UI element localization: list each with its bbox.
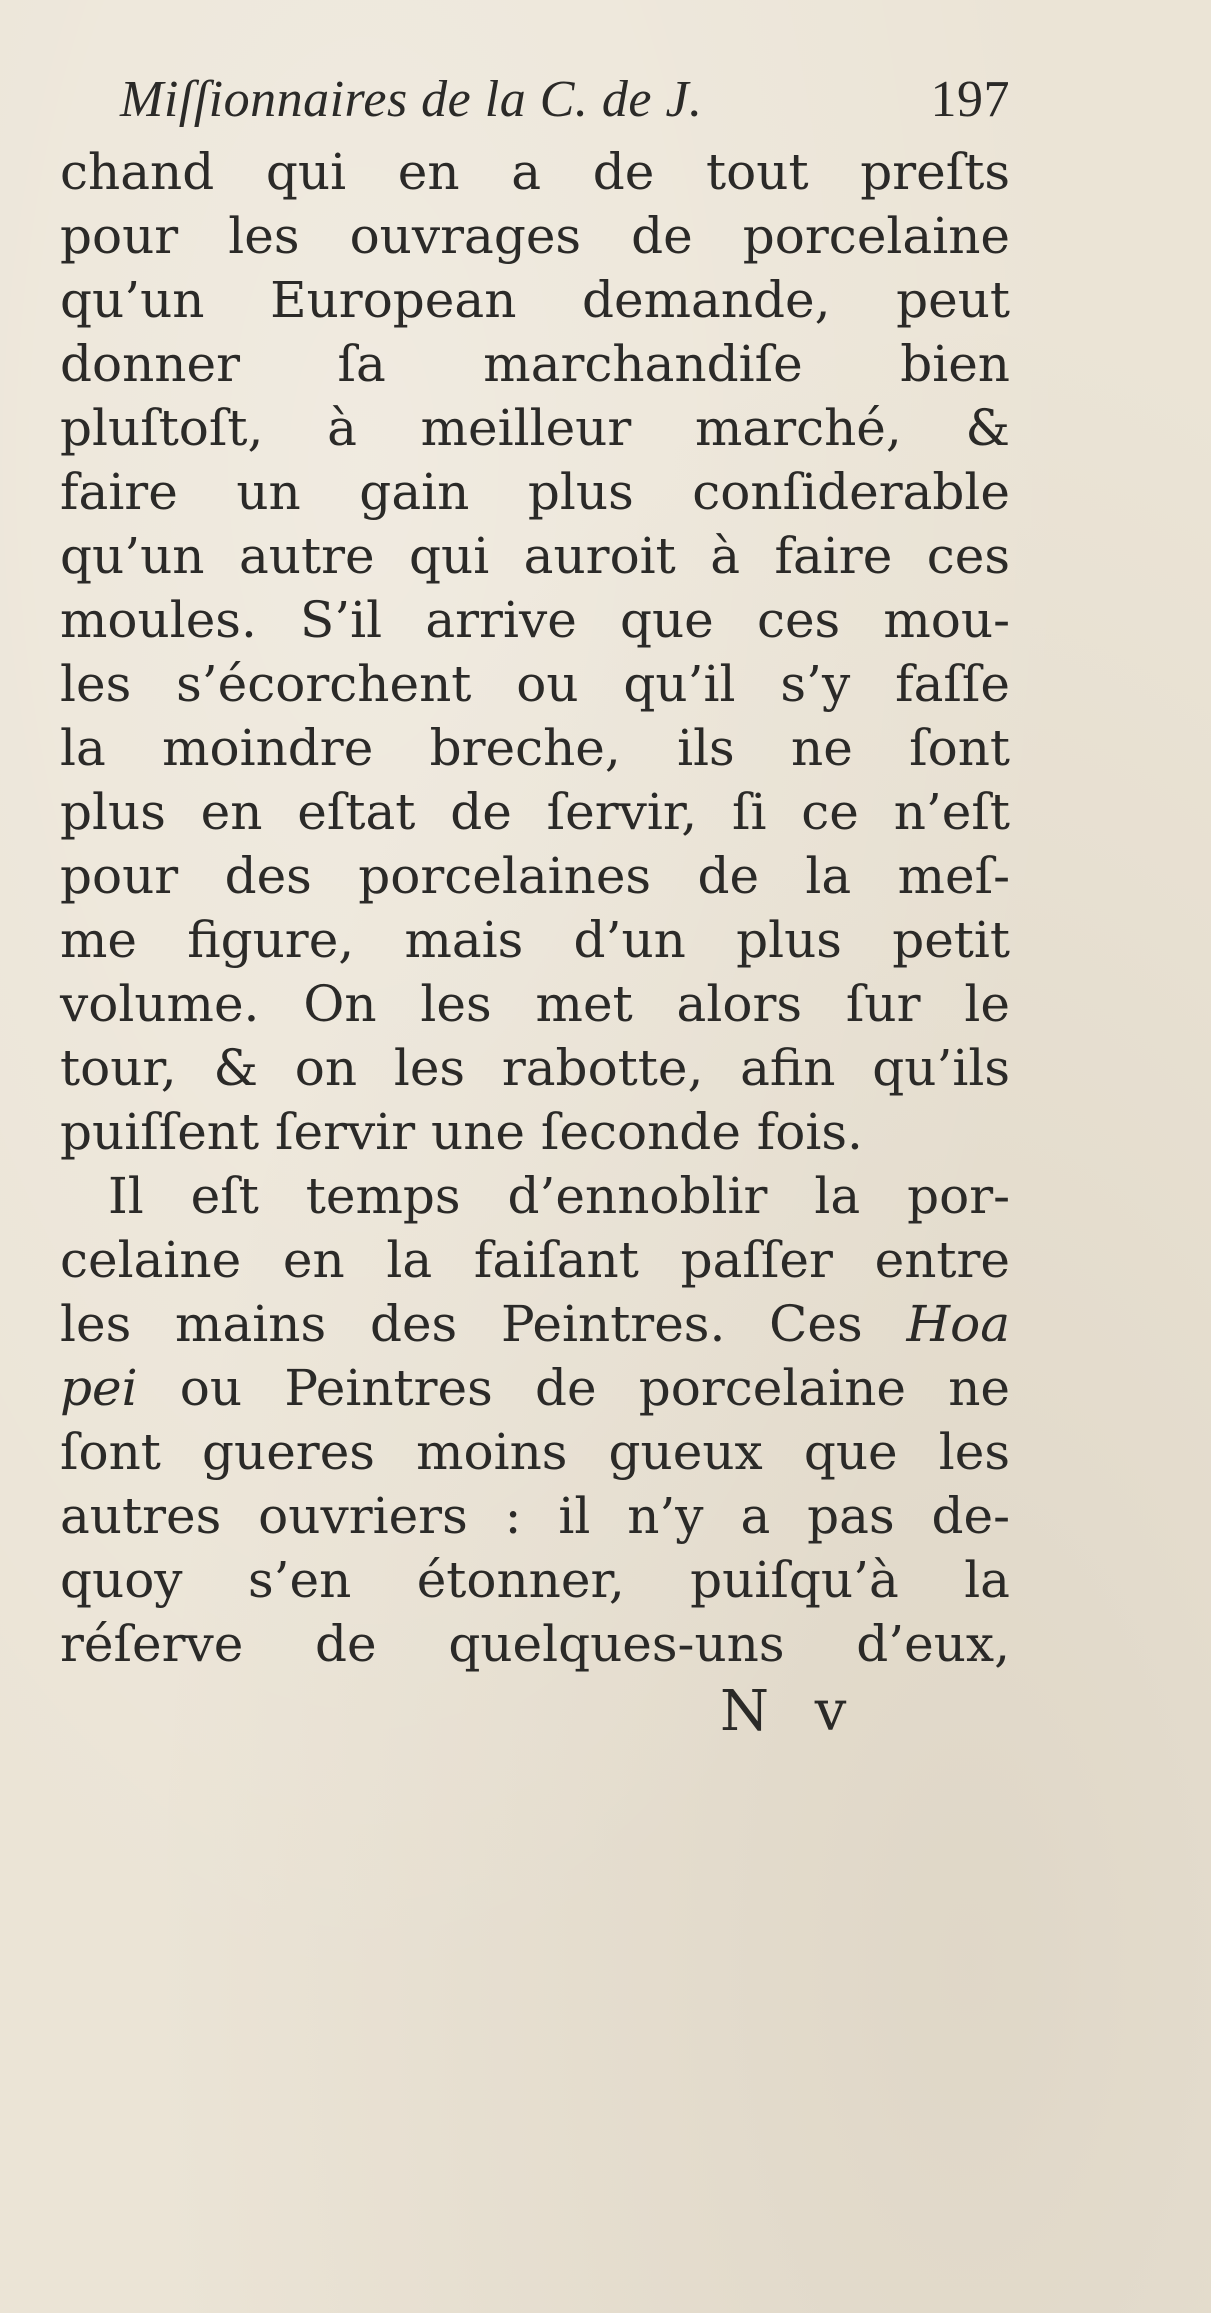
text-line: pluſtoſt, à meilleur marché, & bbox=[60, 399, 1010, 457]
text-line: faire un gain plus conſiderable bbox=[60, 463, 1010, 521]
text-line: celaine en la faiſant paſſer entre bbox=[60, 1231, 1010, 1289]
running-title: Miſſionnaires de la C. de J. bbox=[120, 71, 703, 128]
text-line: pour les ouvrages de porcelaine bbox=[60, 207, 1010, 265]
text-line: quoy s’en étonner, puiſqu’à la bbox=[60, 1551, 1010, 1609]
page-number: 197 bbox=[930, 71, 1010, 128]
text-line: qu’un autre qui auroit à faire ces bbox=[60, 527, 1010, 585]
text-line: tour, & on les rabotte, afin qu’ils bbox=[60, 1039, 1010, 1097]
text-line: réſerve de quelques-uns d’eux, bbox=[60, 1615, 1010, 1673]
page-header bbox=[60, 60, 1010, 140]
text-line: chand qui en a de tout preſts bbox=[60, 143, 1010, 201]
text-line: me figure, mais d’un plus petit bbox=[60, 911, 1010, 969]
text-line bbox=[60, 1356, 1010, 1420]
text-line: ſont gueres moins gueux que les bbox=[60, 1423, 1010, 1481]
text-line: volume. On les met alors ſur le bbox=[60, 975, 1010, 1033]
italic-word: pei bbox=[60, 1359, 138, 1417]
text-line: les s’écorchent ou qu’il s’y faſſe bbox=[60, 655, 1010, 713]
paragraph-2 bbox=[60, 1164, 1010, 1676]
text-run: les mains des Peintres. Ces bbox=[60, 1295, 907, 1353]
text-line: la moindre breche, ils ne ſont bbox=[60, 719, 1010, 777]
text-line bbox=[60, 1292, 1010, 1356]
text-line: donner ſa marchandiſe bien bbox=[60, 335, 1010, 393]
italic-word: Hoa bbox=[906, 1295, 1010, 1353]
text-line: moules. S’il arrive que ces mou- bbox=[60, 591, 1010, 649]
text-line: qu’un European demande, peut bbox=[60, 271, 1010, 329]
text-line: plus en eſtat de ſervir, ſi ce n’eſt bbox=[60, 783, 1010, 841]
text-line: pour des porcelaines de la meſ- bbox=[60, 847, 1010, 905]
text-line: puiſſent ſervir une ſeconde fois. bbox=[60, 1103, 863, 1161]
paragraph-1 bbox=[60, 140, 1010, 1164]
text-line: Il eſt temps d’ennoblir la por- bbox=[108, 1167, 1010, 1225]
signature-mark: N v bbox=[720, 1679, 861, 1744]
text-run: ou Peintres de porcelaine ne bbox=[137, 1359, 1010, 1417]
page-text bbox=[60, 60, 1010, 1748]
text-line: autres ouvriers : il n’y a pas de- bbox=[60, 1487, 1010, 1545]
